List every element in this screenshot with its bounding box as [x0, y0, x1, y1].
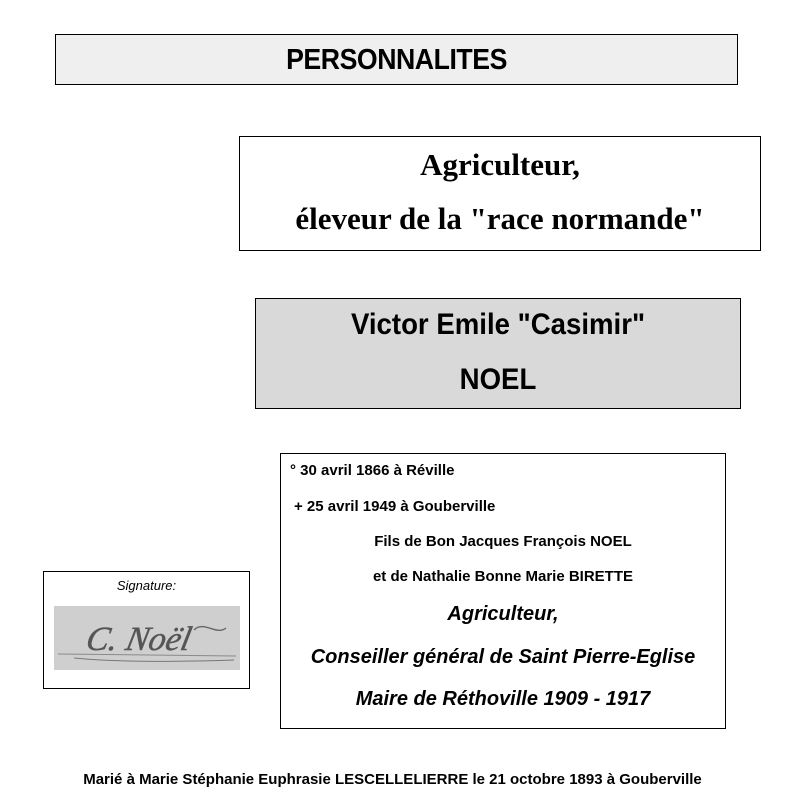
biography-box — [280, 453, 726, 729]
role-farmer: Agriculteur, — [447, 603, 559, 625]
occupation-line-2: éleveur de la "race normande" — [295, 201, 705, 236]
signature-image — [54, 606, 240, 670]
header-box — [55, 34, 738, 85]
signature-label: Signature: — [116, 578, 177, 593]
occupation-box — [239, 136, 761, 251]
role-mayor: Maire de Réthoville 1909 - 1917 — [355, 688, 651, 710]
father-info: Fils de Bon Jacques François NOEL — [374, 533, 632, 550]
marriage-info: Marié à Marie Stéphanie Euphrasie LESCELLELIERRE le 21 octobre 1893 à Gouberville — [83, 771, 702, 788]
person-given-names: Victor Emile "Casimir" — [350, 308, 646, 341]
death-info: + 25 avril 1949 à Gouberville — [294, 498, 496, 515]
person-surname: NOEL — [459, 363, 537, 396]
svg-text:C. Noël: C. Noël — [82, 620, 195, 658]
signature-box — [43, 571, 250, 689]
role-councillor: Conseiller général de Saint Pierre-Eglise — [310, 646, 696, 668]
page-title: PERSONNALITES — [286, 44, 507, 76]
person-name-box — [255, 298, 741, 409]
mother-info: et de Nathalie Bonne Marie BIRETTE — [372, 568, 634, 585]
occupation-line-1: Agriculteur, — [420, 147, 580, 182]
birth-info: ° 30 avril 1866 à Réville — [290, 462, 455, 479]
